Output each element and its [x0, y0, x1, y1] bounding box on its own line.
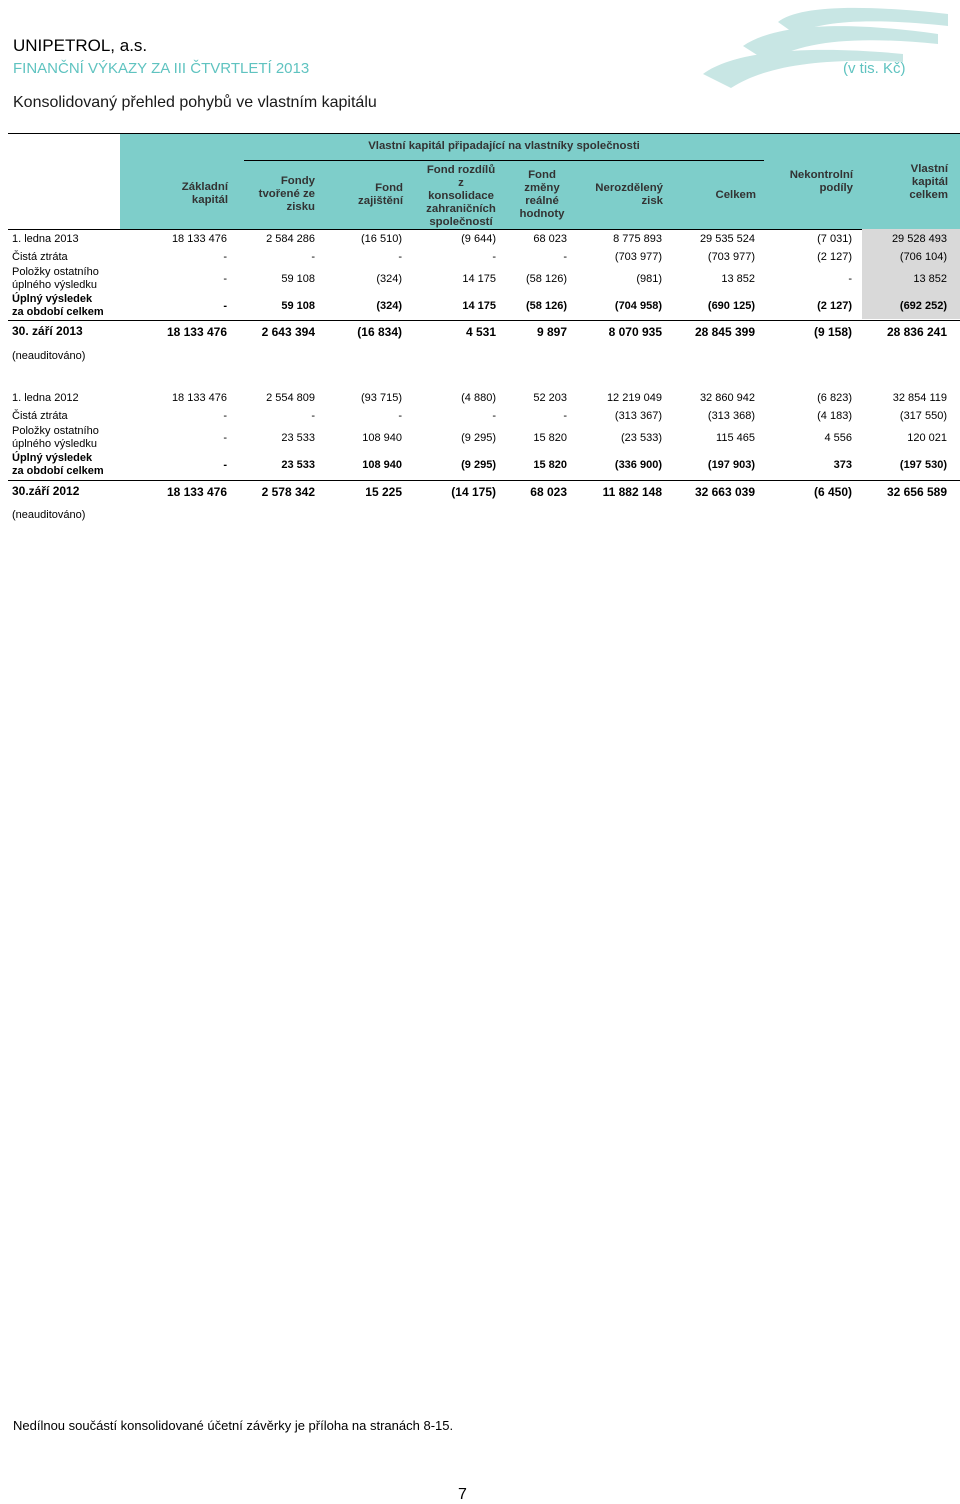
company-name: UNIPETROL, a.s. [13, 36, 148, 55]
cell: (9 295) [461, 459, 496, 471]
cell: 12 219 049 [606, 392, 662, 404]
cell: 28 836 241 [886, 325, 947, 339]
cell: - [223, 251, 227, 263]
cell: - [311, 410, 315, 422]
cell: 108 940 [362, 459, 402, 471]
cell: 68 023 [530, 485, 567, 499]
cell: - [223, 459, 227, 471]
cell: 23 533 [281, 432, 315, 444]
cell: 2 554 809 [266, 392, 315, 404]
cell: (9 295) [461, 432, 496, 444]
cell: 15 820 [533, 432, 567, 444]
cell: - [223, 300, 227, 312]
row-label: Položky ostatního úplného výsledku [12, 266, 99, 291]
page-number: 7 [458, 1486, 467, 1503]
header-bottom-border [8, 229, 960, 230]
cell: - [492, 410, 496, 422]
cell: - [223, 273, 227, 285]
cell: (197 903) [707, 459, 755, 471]
unaudited-note: (neauditováno) [12, 509, 86, 521]
cell: - [398, 410, 402, 422]
cell: 373 [833, 459, 852, 471]
cell: - [223, 432, 227, 444]
row-label: Úplný výsledek za období celkem [12, 293, 104, 318]
cell: 28 845 399 [694, 325, 755, 339]
row-label: Čistá ztráta [12, 251, 68, 263]
cell: 18 133 476 [166, 325, 227, 339]
cell: 15 225 [365, 485, 402, 499]
cell: (703 977) [614, 251, 662, 263]
cell: 18 133 476 [171, 233, 227, 245]
col-header-fond-rozdilu: Fond rozdílů z konsolidace zahraničních společností [426, 164, 496, 228]
cell: 4 531 [465, 325, 496, 339]
cell: 115 465 [716, 432, 755, 444]
cell: (6 450) [813, 485, 852, 499]
report-title: FINANČNÍ VÝKAZY ZA III ČTVRTLETÍ 2013 [13, 60, 310, 77]
cell: (336 900) [614, 459, 662, 471]
row-label: 30.září 2012 [12, 484, 80, 498]
cell: (2 127) [817, 251, 852, 263]
cell: 32 854 119 [892, 392, 947, 404]
cell: 29 535 524 [699, 233, 755, 245]
cell: 14 175 [462, 273, 496, 285]
cell: (313 368) [707, 410, 755, 422]
units-label: (v tis. Kč) [843, 60, 906, 77]
cell: - [563, 251, 567, 263]
cell: (4 880) [461, 392, 496, 404]
cell: (703 977) [707, 251, 755, 263]
cell: (16 834) [357, 325, 402, 339]
cell: (7 031) [817, 233, 852, 245]
row-separator [8, 320, 960, 321]
cell: 32 656 589 [886, 485, 947, 499]
cell: - [563, 410, 567, 422]
header-top-border [8, 133, 960, 134]
cell: (981) [636, 273, 662, 285]
cell: (58 126) [526, 273, 567, 285]
cell: (9 158) [813, 325, 852, 339]
row-label: 30. září 2013 [12, 324, 83, 338]
cell: (58 126) [526, 300, 567, 312]
cell: (706 104) [899, 251, 947, 263]
table-row [0, 325, 960, 340]
cell: 32 860 942 [699, 392, 755, 404]
cell: - [492, 251, 496, 263]
table-row [0, 266, 960, 292]
cell: 4 556 [824, 432, 852, 444]
cell: (197 530) [899, 459, 947, 471]
table-row [0, 293, 960, 319]
col-header-fond-zmeny: Fond změny reálné hodnoty [519, 169, 565, 220]
cell: (324) [376, 273, 402, 285]
cell: 13 852 [913, 273, 947, 285]
cell: 15 820 [533, 459, 567, 471]
cell: (6 823) [817, 392, 852, 404]
cell: 52 203 [533, 392, 567, 404]
col-header-nerozdeleny-zisk: Nerozdělený zisk [595, 182, 663, 207]
row-label: 1. ledna 2012 [12, 392, 79, 404]
cell: - [398, 251, 402, 263]
table-row [0, 251, 960, 265]
cell: 14 175 [462, 300, 496, 312]
cell: (692 252) [899, 300, 947, 312]
cell: 2 643 394 [261, 325, 315, 339]
unaudited-note: (neauditováno) [12, 350, 86, 362]
cell: 18 133 476 [171, 392, 227, 404]
cell: 9 897 [536, 325, 567, 339]
document-title: Konsolidovaný přehled pohybů ve vlastním kapitálu [13, 94, 377, 111]
cell: (4 183) [817, 410, 852, 422]
cell: - [311, 251, 315, 263]
cell: 8 775 893 [613, 233, 662, 245]
cell: - [223, 410, 227, 422]
cell: (93 715) [361, 392, 402, 404]
cell: - [848, 273, 852, 285]
unipetrol-logo-icon [683, 4, 953, 90]
table-row [0, 452, 960, 478]
cell: (313 367) [614, 410, 662, 422]
cell: 18 133 476 [166, 485, 227, 499]
cell: (704 958) [614, 300, 662, 312]
row-label: Úplný výsledek za období celkem [12, 452, 104, 477]
table-row [0, 425, 960, 451]
cell: 23 533 [281, 459, 315, 471]
col-header-vlastni-kapital-celkem: Vlastní kapitál celkem [909, 163, 948, 201]
cell: 8 070 935 [608, 325, 662, 339]
cell: 2 584 286 [266, 233, 315, 245]
col-header-fond-zajisteni: Fond zajištění [358, 182, 403, 207]
cell: 108 940 [362, 432, 402, 444]
cell: 11 882 148 [602, 485, 662, 499]
cell: 68 023 [533, 233, 567, 245]
table-row [0, 485, 960, 500]
row-label: 1. ledna 2013 [12, 233, 79, 245]
cell: (16 510) [361, 233, 402, 245]
footer-note: Nedílnou součástí konsolidované účetní závěrky je příloha na stranách 8-15. [13, 1418, 454, 1433]
cell: (9 644) [461, 233, 496, 245]
table-row [0, 410, 960, 424]
row-label: Položky ostatního úplného výsledku [12, 425, 99, 450]
cell: 59 108 [281, 273, 315, 285]
cell: 2 578 342 [261, 485, 315, 499]
cell: 120 021 [907, 432, 947, 444]
table-row [0, 392, 960, 406]
table-row [0, 233, 960, 247]
col-header-nekontrolni-podily: Nekontrolní podíly [789, 169, 853, 194]
cell: 59 108 [281, 300, 315, 312]
row-separator [8, 480, 960, 481]
col-header-fondy-ze-zisku: Fondy tvořené ze zisku [258, 175, 315, 213]
group-header-label: Vlastní kapitál připadající na vlastníky společnosti [368, 140, 640, 152]
cell: (324) [376, 300, 402, 312]
row-label: Čistá ztráta [12, 410, 68, 422]
cell: 29 528 493 [891, 233, 947, 245]
cell: (2 127) [817, 300, 852, 312]
cell: 32 663 039 [694, 485, 755, 499]
col-header-celkem: Celkem [715, 189, 756, 201]
cell: (23 533) [621, 432, 662, 444]
cell: (14 175) [451, 485, 496, 499]
col-header-zakladni-kapital: Základní kapitál [181, 181, 228, 206]
cell: (690 125) [707, 300, 755, 312]
cell: (317 550) [899, 410, 947, 422]
cell: 13 852 [721, 273, 755, 285]
group-header-underline [244, 160, 764, 161]
